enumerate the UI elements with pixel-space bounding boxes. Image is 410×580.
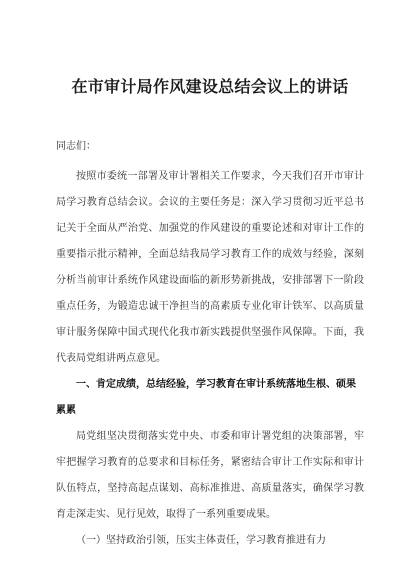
salutation: 同志们： [56,141,96,152]
document-title: 在市审计局作风建设总结会议上的讲话 [71,77,349,96]
subsection-heading: （一）坚持政治引领，压实主体责任，学习教育推进有力 [76,535,326,546]
section-heading: 一、肯定成绩，总结经验，学习教育在审计系统落地生根、硕果累累 [56,379,356,416]
intro-paragraph: 按照市委统一部署及审计署相关工作要求，今天我们召开市审计局学习教育总结会议。会议的主要任务是：深入学习贯彻习近平总书记关于全面从严治党、加强党的作风建设的重要论述和对审计工作的重要指示批示精神，全面总结我局学习教育工作的成效与经验，深刻分析当前审计系统作风建设面临的新形势新挑战，安排部署下一阶段重点任务，为锻造忠诚干净担当的高素质专业化审计铁军、以高质量审计服务保障中国式现代化我市新实践提供坚强作风保障。下面，我代表局党组讲两点意见。 [56,171,364,364]
section-paragraph: 局党组坚决贯彻落实党中央、市委和审计署党组的决策部署，牢牢把握学习教育的总要求和目标任务，紧密结合审计工作实际和审计队伍特点，坚持高起点谋划、高标准推进、高质量落实，确保学习教育走深走实、见行见效，取得了一系列重要成果。 [56,431,364,520]
